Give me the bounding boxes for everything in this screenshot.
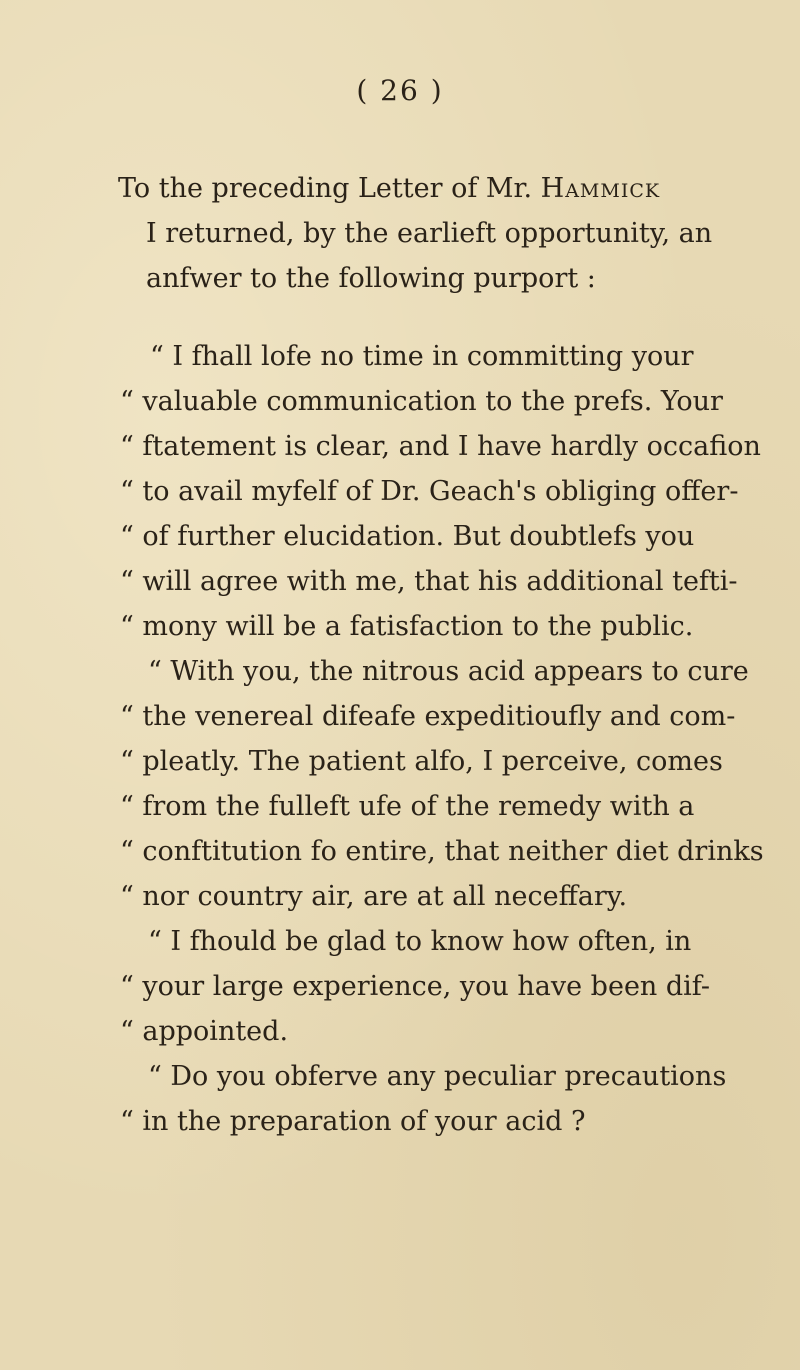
text-line: “ With you, the nitrous acid appears to cure — [148, 656, 749, 687]
text-line: “ appointed. — [120, 1016, 289, 1047]
text-line: “ I fhall lofe no time in committing your — [150, 341, 694, 372]
text-line: “ in the preparation of your acid ? — [120, 1106, 586, 1137]
page-number: ( 26 ) — [356, 74, 444, 107]
text-line: “ conftitution fo entire, that neither diet drinks — [120, 836, 764, 867]
text-line: “ your large experience, you have been dif- — [120, 971, 710, 1002]
text-line: “ will agree with me, that his additional tefti- — [120, 566, 738, 597]
text-line: I returned, by the earlieft opportunity, an — [146, 218, 713, 249]
text-line: To the preceding Letter of Mr. Hammick — [118, 173, 661, 204]
text-line: “ valuable communication to the prefs. Your — [120, 386, 723, 417]
text-line: anfwer to the following purport : — [146, 263, 596, 294]
text-line: “ from the fulleft ufe of the remedy with a — [120, 791, 695, 822]
text-line: “ ftatement is clear, and I have hardly occafion — [120, 431, 761, 462]
text-line: “ of further elucidation. But doubtlefs you — [120, 521, 695, 552]
text-line: “ the venereal difeafe expeditioufly and com- — [120, 701, 736, 732]
text-line: “ nor country air, are at all neceffary. — [120, 881, 628, 912]
text-line: “ to avail myfelf of Dr. Geach's obliging offer- — [120, 476, 739, 507]
text-line: “ Do you obferve any peculiar precautions — [148, 1061, 727, 1092]
text-line: “ I fhould be glad to know how often, in — [148, 926, 692, 957]
text-line: “ mony will be a fatisfaction to the public. — [120, 611, 694, 642]
text-line: “ pleatly. The patient alfo, I perceive, comes — [120, 746, 723, 777]
